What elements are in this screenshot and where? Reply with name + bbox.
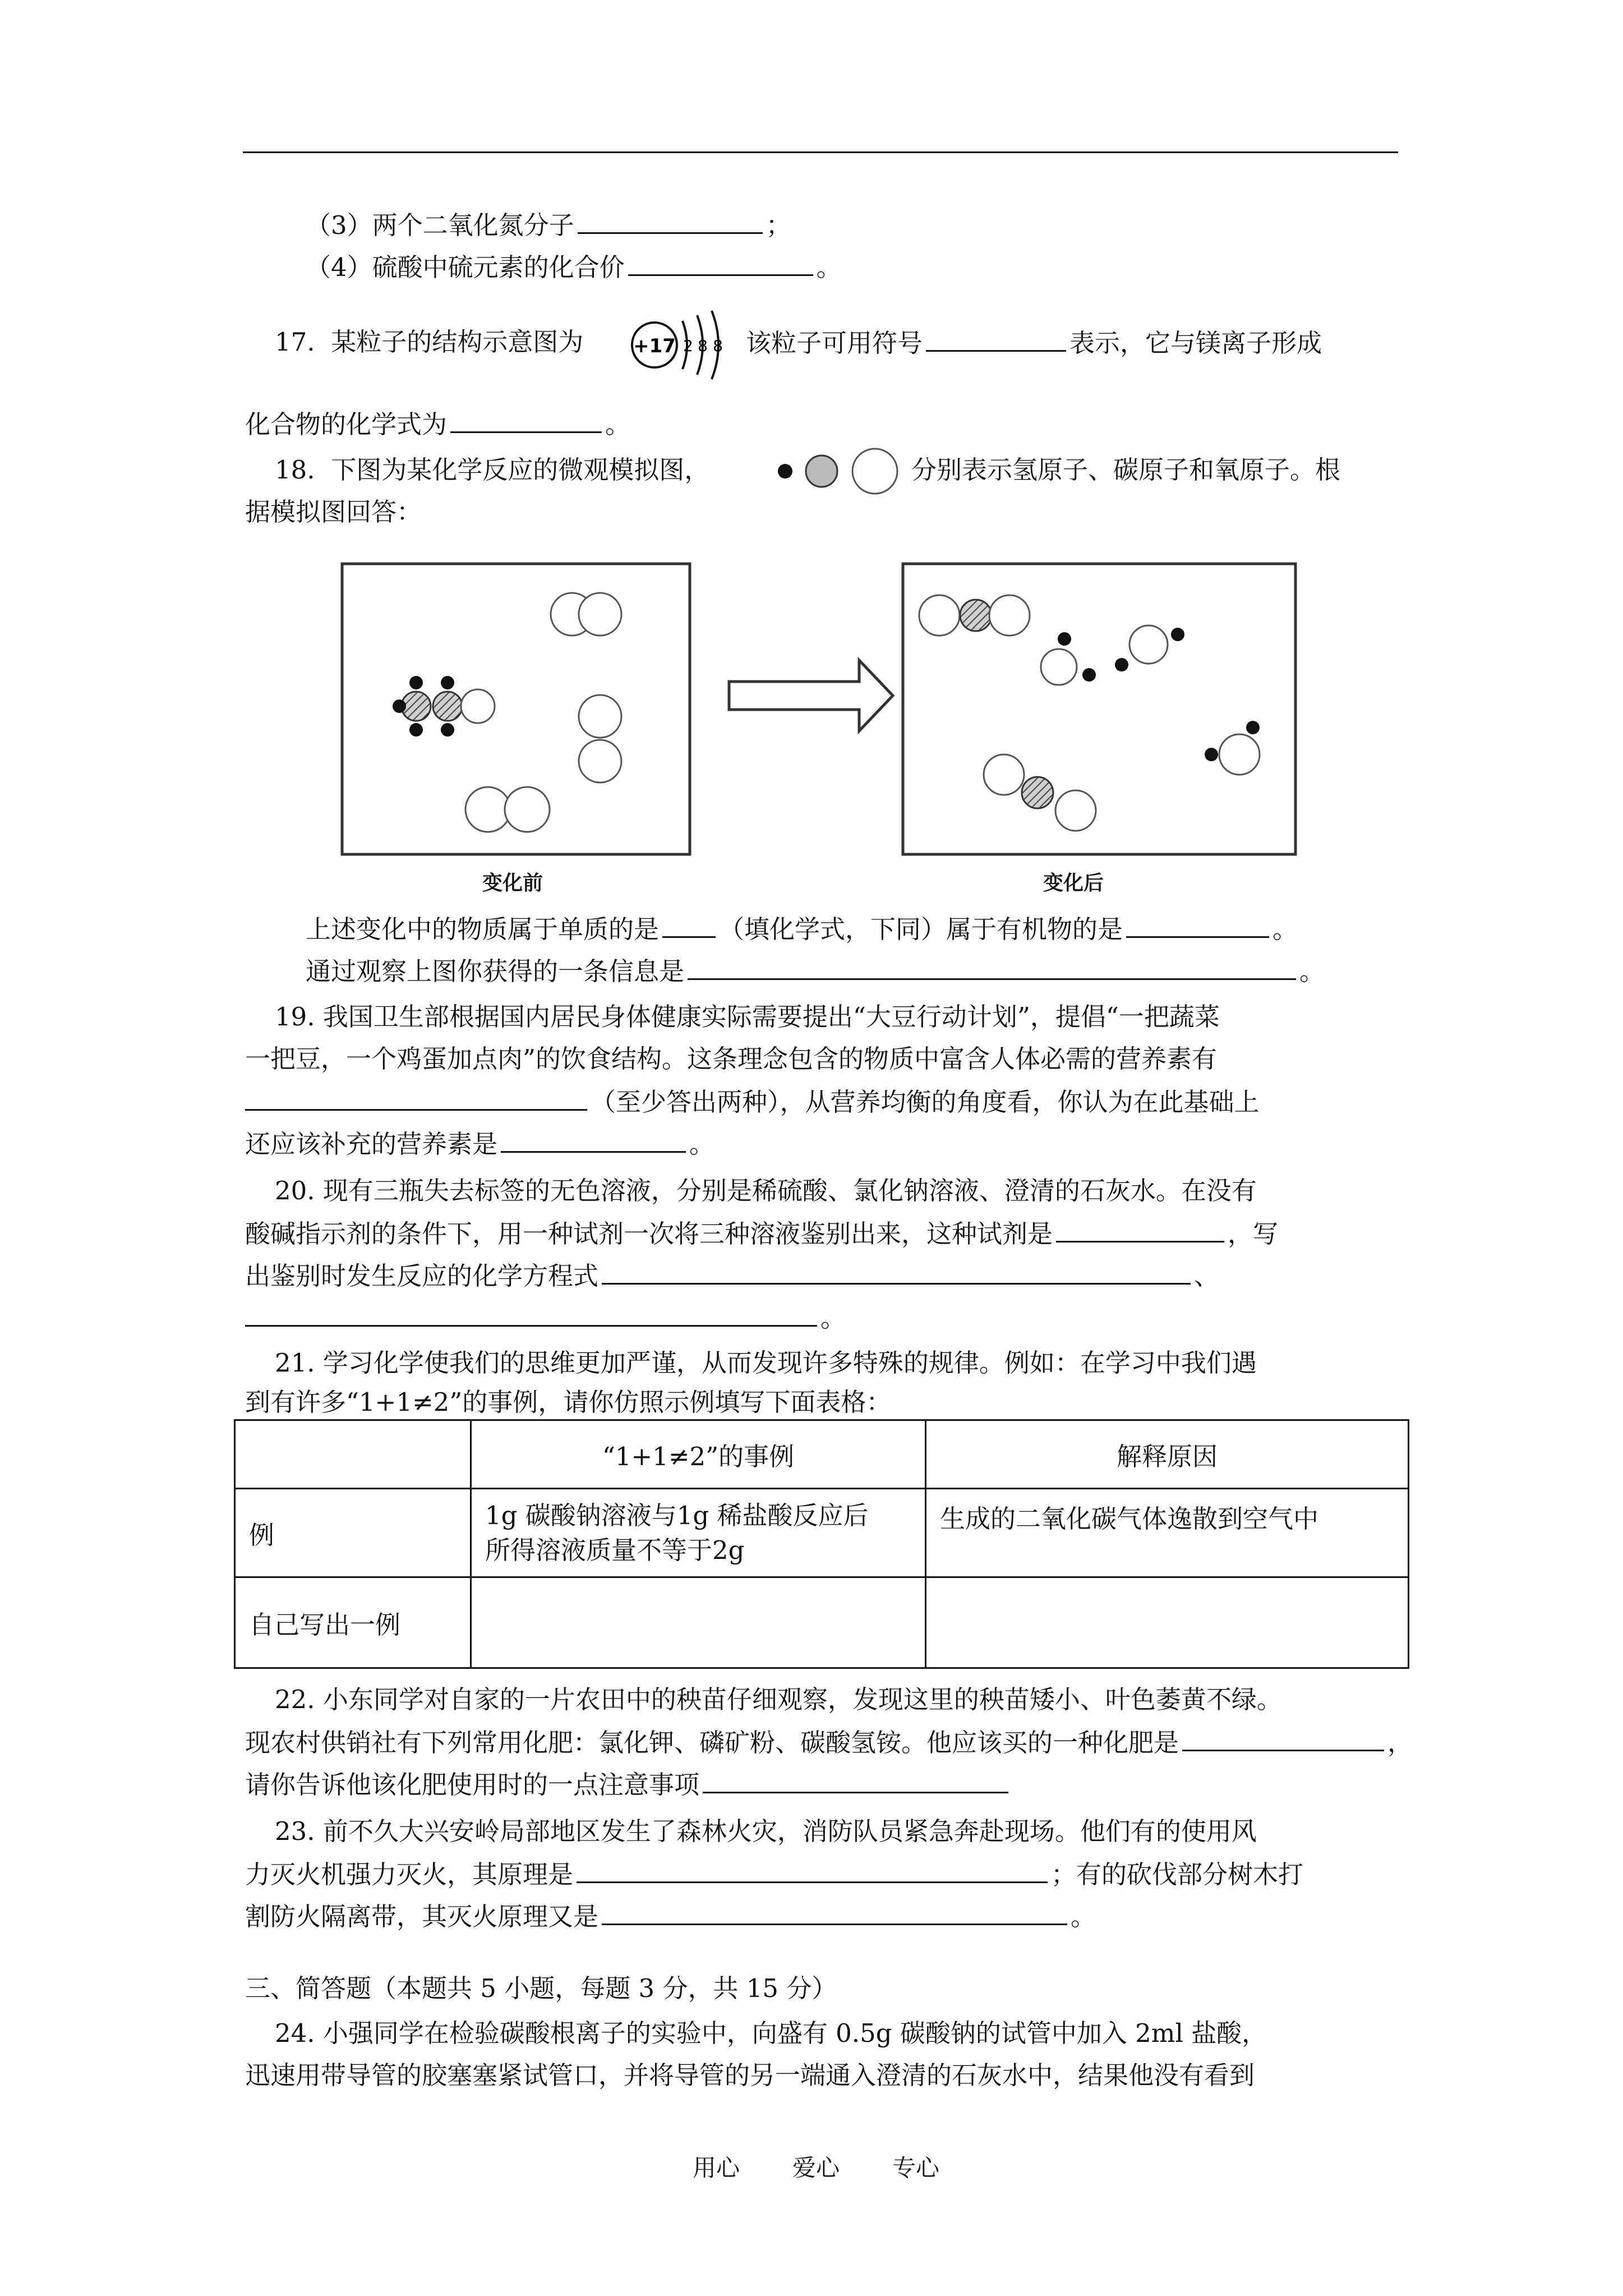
q20-line1: 20. 现有三瓶失去标签的无色溶液，分别是稀硫酸、氯化钠溶液、澄清的石灰水。在没有 — [275, 1176, 1257, 1205]
water-molecule — [1041, 632, 1096, 685]
table-cell: 例 — [235, 1489, 471, 1577]
q22-line3: 请你告诉他该化肥使用时的一点注意事项 — [245, 1767, 1012, 1802]
nucleus-charge: +17 — [633, 335, 676, 357]
page-footer — [693, 2150, 939, 2183]
carbon-atom-icon — [806, 455, 837, 487]
oxygen-molecule — [465, 787, 550, 832]
header-rule — [243, 151, 1398, 153]
answer-blank[interactable] — [602, 1258, 1191, 1285]
answer-blank[interactable] — [501, 1126, 686, 1153]
answer-blank[interactable] — [703, 1767, 1008, 1793]
co2-molecule — [984, 754, 1096, 831]
q23-line2: 力灭火机强力灭火，其原理是 ；有的砍伐部分树木打 — [245, 1857, 1303, 1892]
reaction-arrow — [729, 660, 893, 731]
answer-blank[interactable] — [602, 1899, 1067, 1925]
q19-line2: 一把豆，一个鸡蛋加点肉”的饮食结构。这条理念包含的物质中富含人体必需的营养素有 — [245, 1044, 1218, 1074]
table-cell-input[interactable] — [471, 1577, 926, 1668]
table-header-cell — [235, 1420, 471, 1489]
table-cell-input[interactable] — [926, 1577, 1409, 1668]
atom-legend — [768, 446, 909, 496]
table-header-row — [235, 1420, 1409, 1489]
q20-line4: 。 — [245, 1300, 846, 1335]
shell-electrons-2: 8 — [698, 337, 708, 355]
water-molecule — [1205, 721, 1260, 775]
answer-blank[interactable] — [577, 1857, 1048, 1883]
answer-blank[interactable] — [1126, 912, 1269, 938]
q19-line4: 还应该补充的营养素是 。 — [245, 1126, 714, 1161]
q17-line1: 17. 某粒子的结构示意图为 — [275, 327, 584, 357]
q24-line1: 24. 小强同学在检验碳酸根离子的实验中，向盛有 0.5g 碳酸钠的试管中加入 2ml 盐酸， — [275, 2018, 1267, 2048]
q18-answer1: 上述变化中的物质属于单质的是 （填化学式，下同）属于有机物的是 。 — [306, 912, 1298, 946]
answer-blank[interactable] — [1182, 1725, 1384, 1751]
q17-line2: 化合物的化学式为 。 — [245, 407, 630, 441]
q19-line1: 19. 我国卫生部根据国内居民身体健康实际需要提出“大豆行动计划”，提倡“一把蔬菜 — [275, 1002, 1220, 1032]
answer-blank[interactable] — [688, 954, 1296, 980]
methane-molecule — [393, 676, 495, 737]
answer-blank[interactable] — [1056, 1216, 1224, 1243]
co2-molecule — [919, 595, 1030, 636]
q19-line3: （至少答出两种），从营养均衡的角度看，你认为在此基础上 — [245, 1084, 1260, 1119]
table-cell: 生成的二氧化碳气体逸散到空气中 — [926, 1489, 1409, 1577]
answer-blank[interactable] — [926, 325, 1066, 352]
before-label: 变化前 — [482, 872, 543, 895]
table-cell: 自己写出一例 — [235, 1577, 471, 1668]
q21-line1: 21. 学习化学使我们的思维更加严谨，从而发现许多特殊的规律。例如：在学习中我们遇 — [275, 1348, 1257, 1378]
q17-line1b: 该粒子可用符号 表示，它与镁离子形成 — [746, 325, 1322, 360]
reaction-diagram — [336, 558, 1301, 900]
atom-structure-diagram — [625, 309, 737, 381]
example-table — [234, 1419, 1409, 1669]
q18-line1b: 分别表示氢原子、碳原子和氧原子。根 — [911, 455, 1341, 485]
q18-line1: 18. 下图为某化学反应的微观模拟图， — [275, 455, 710, 485]
footer-item: 爱心 — [792, 2154, 840, 2182]
answer-blank[interactable] — [245, 1084, 587, 1111]
q16-item3: （3）两个二氧化氮分子 ； — [306, 208, 791, 242]
q23-line3: 割防火隔离带，其灭火原理又是 。 — [245, 1899, 1096, 1934]
table-header-cell: “1+1≠2”的事例 — [471, 1420, 926, 1489]
shell-electrons-3: 8 — [713, 337, 723, 355]
q18-answer2: 通过观察上图你获得的一条信息是 。 — [306, 954, 1325, 988]
q16-item4: （4）硫酸中硫元素的化合价 。 — [306, 250, 842, 284]
q20-line3: 出鉴别时发生反应的化学方程式 、 — [245, 1258, 1219, 1293]
q22-line1: 22. 小东同学对自家的一片农田中的秧苗仔细观察，发现这里的秧苗矮小、叶色萎黄不绿。 — [275, 1685, 1282, 1714]
footer-item: 用心 — [693, 2154, 740, 2182]
after-label: 变化后 — [1043, 872, 1104, 895]
oxygen-atom-icon — [852, 449, 897, 494]
q22-line2: 现农村供销社有下列常用化肥：氯化钾、磷矿粉、碳酸氢铵。他应该买的一种化肥是 ， — [245, 1725, 1413, 1760]
oxygen-molecule — [579, 695, 621, 783]
table-header-cell: 解释原因 — [926, 1420, 1409, 1489]
oxygen-molecule — [551, 593, 621, 636]
table-row — [235, 1489, 1409, 1577]
answer-blank[interactable] — [628, 250, 813, 276]
q24-line2: 迅速用带导管的胶塞塞紧试管口，并将导管的另一端通入澄清的石灰水中，结果他没有看到 — [245, 2060, 1255, 2090]
shell-electrons-1: 2 — [683, 337, 693, 355]
q20-line2: 酸碱指示剂的条件下，用一种试剂一次将三种溶液鉴别出来，这种试剂是 ，写 — [245, 1216, 1278, 1251]
table-row — [235, 1577, 1409, 1668]
q21-line2: 到有许多“1+1≠2”的事例，请你仿照示例填写下面表格： — [245, 1387, 892, 1417]
hydrogen-atom-icon — [778, 464, 792, 478]
q18-line2: 据模拟图回答： — [245, 497, 422, 527]
answer-blank[interactable] — [245, 1300, 817, 1327]
answer-blank[interactable] — [578, 208, 763, 234]
answer-blank[interactable] — [662, 912, 716, 938]
section-title: 三、简答题（本题共 5 小题，每题 3 分，共 15 分） — [245, 1973, 837, 2003]
table-cell: 1g 碳酸钠溶液与1g 稀盐酸反应后 所得溶液质量不等于2g — [471, 1489, 926, 1577]
answer-blank[interactable] — [450, 407, 602, 433]
q23-line1: 23. 前不久大兴安岭局部地区发生了森林火灾，消防队员紧急奔赴现场。他们有的使用风 — [275, 1816, 1257, 1846]
water-molecule — [1115, 625, 1184, 671]
footer-item: 专心 — [892, 2154, 939, 2182]
